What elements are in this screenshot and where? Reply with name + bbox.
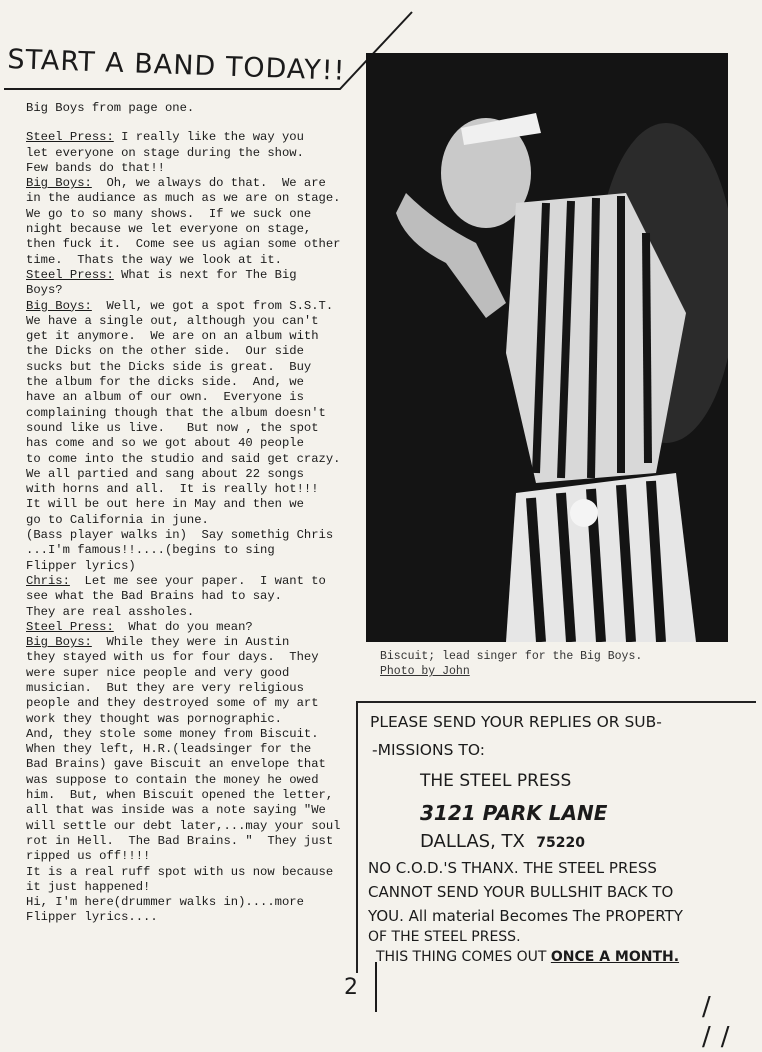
notice-line-4: CANNOT SEND YOUR BULLSHIT BACK TO	[368, 883, 674, 901]
notice-line-6: OF THE STEEL PRESS.	[368, 929, 521, 945]
dialogue-line	[26, 635, 361, 864]
article-lead: Big Boys from page one.	[26, 101, 195, 115]
dialogue-line	[26, 574, 361, 620]
band-photo	[366, 53, 728, 642]
notice-line-5: YOU. All material Becomes The PROPERTY	[368, 907, 683, 925]
dialogue-text: I really like the way you let everyone on stage during the show. Few bands do that!!	[26, 130, 304, 175]
speaker-label: Steel Press:	[26, 619, 114, 634]
speaker-label: Big Boys:	[26, 176, 92, 191]
dialogue-text: What is next for The Big Boys?	[26, 267, 297, 298]
corner-marks: / //	[702, 992, 740, 1052]
speaker-label: Big Boys:	[26, 298, 92, 313]
address-name: THE STEEL PRESS	[420, 771, 572, 791]
speaker-label: Chris:	[26, 573, 70, 588]
notice-line-1: PLEASE SEND YOUR REPLIES OR SUB-	[370, 713, 662, 731]
dialogue-line	[26, 528, 361, 574]
dialogue-line	[26, 895, 361, 926]
dialogue-text: Well, we got a spot from S.S.T. We have a single out, although you can't get it anymore. We are on an album with the Dicks on the other side. Our side sucks but the Dicks side is great. Buy the album for the dicks side. And, we have an album of our own. Everyone is complaining though that the album doesn't sound like us live. But now , the spot has come and so we got about 40 people to come into the studio and said get crazy. We all partied and sang about 22 songs with horns and all. It is really hot!!! It will be out here in May and then we go to California in june.	[26, 298, 341, 527]
speaker-label: Steel Press:	[26, 130, 114, 145]
photo-caption	[380, 649, 730, 679]
notice-line-3: NO C.O.D.'S THANX. THE STEEL PRESS	[368, 859, 657, 877]
dialogue-line	[26, 176, 361, 268]
address-city	[420, 831, 585, 852]
dialogue-line	[26, 620, 361, 635]
dialogue-text: Hi, I'm here(drummer walks in)....more Flipper lyrics....	[26, 895, 304, 925]
dialogue-text: While they were in Austin they stayed with us for four days. They were super nice people and very good musician. But they are very religious people and they destroyed some of my art work they thought was pornographic. And, they stole some money from Biscuit. When they left, H.R.(leadsinger for the Bad Brains) gave Biscuit an envelope that was suppose to contain the money he owed him. But, when Biscuit opened the letter, all that was inside was a note saying "We will settle our debt later,...may your soul rot in Hell. The Bad Brains. " They just ripped us off!!!!	[26, 635, 341, 864]
address-city-text: DALLAS, TX	[420, 831, 525, 852]
dialogue-line	[26, 130, 361, 176]
interview-article	[26, 101, 361, 926]
speaker-label: Big Boys:	[26, 635, 92, 650]
address-zip: 75220	[536, 835, 586, 851]
submission-notice	[356, 701, 756, 973]
notice-line-7	[376, 949, 679, 965]
dialogue-text: Let me see your paper. I want to see what the Bad Brains had to say. They are real assholes.	[26, 573, 326, 619]
singer-photo-illustration	[366, 53, 728, 642]
dialogue-text: Oh, we always do that. We are in the audiance as much as we are on stage. We go to so many shows. If we suck one night because we let everyone on stage, then fuck it. Come see us agian some other time. Thats the way we look at it.	[26, 176, 341, 267]
dialogue-line	[26, 865, 361, 896]
dialogue-text: (Bass player walks in) Say somethig Chris ...I'm famous!!....(begins to sing Flipper lyrics)	[26, 528, 334, 573]
address-street: 3121 PARK LANE	[420, 801, 608, 825]
page-number: 2	[344, 975, 358, 1000]
dialogue-text: It is a real ruff spot with us now because it just happened!	[26, 864, 334, 894]
dialogue-line	[26, 268, 361, 299]
caption-text: Biscuit; lead singer for the Big Boys.	[380, 650, 643, 663]
dialogue-line	[26, 299, 361, 528]
notice-frequency: ONCE A MONTH.	[550, 949, 680, 965]
speaker-label: Steel Press:	[26, 267, 114, 282]
notice-line-2: -MISSIONS TO:	[372, 741, 485, 759]
photo-credit: Photo by John	[380, 665, 470, 678]
interview-dialogue	[26, 130, 361, 925]
dialogue-text: What do you mean?	[113, 619, 253, 634]
notice-frequency-lead: THIS THING COMES OUT	[376, 949, 551, 965]
headline: START A BAND TODAY!!	[6, 44, 346, 87]
